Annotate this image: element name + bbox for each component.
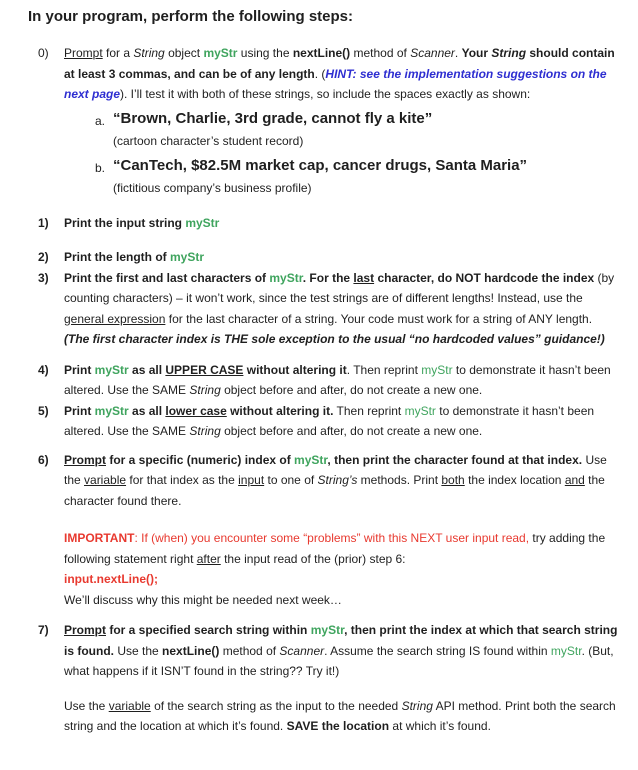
text-run: the input read of the (prior) step 6: bbox=[220, 551, 406, 566]
text-run: as all bbox=[128, 362, 166, 377]
text-run: for the last character of a string. Your code must work for a string of ANY length. bbox=[165, 311, 596, 326]
mystr-variable: myStr bbox=[310, 623, 345, 637]
text-run: to demonstrate it hasn’t been altered. Use the SAME bbox=[64, 403, 598, 438]
step-6 bbox=[38, 450, 618, 512]
text-run: String bbox=[189, 383, 221, 397]
text-run: should contain at least 3 commas, and can be of any length bbox=[64, 46, 619, 81]
nextline-method: nextLine() bbox=[162, 643, 220, 658]
text-run: : If (when) you encounter some “problems” with this NEXT user input read, bbox=[134, 531, 530, 545]
text-run: String bbox=[133, 46, 165, 60]
text-run: Print the length of bbox=[64, 250, 170, 264]
text-run: after bbox=[196, 551, 221, 566]
text-run: both bbox=[441, 473, 465, 487]
text-run: Print the input string bbox=[64, 215, 186, 230]
step-text bbox=[64, 43, 618, 105]
step-0 bbox=[38, 43, 618, 105]
test-string-a bbox=[95, 107, 618, 132]
test-string-b bbox=[95, 154, 618, 179]
text-run: String bbox=[491, 46, 527, 60]
text-run: We’ll discuss why this might be needed next week… bbox=[64, 592, 342, 607]
step-4 bbox=[38, 360, 618, 401]
text-run: for a specific (numeric) index of bbox=[106, 452, 295, 467]
step-number: 5) bbox=[38, 403, 49, 418]
step-text bbox=[64, 401, 618, 442]
text-run: Print bbox=[64, 362, 95, 377]
code-statement-line bbox=[64, 569, 618, 590]
page-title bbox=[28, 7, 618, 26]
mystr-variable: myStr bbox=[550, 643, 582, 658]
text-run: last bbox=[353, 270, 375, 285]
text-run: String bbox=[401, 698, 433, 713]
text-run: try adding the following statement right bbox=[64, 531, 609, 566]
text-run: . Assume the search string IS found within bbox=[324, 643, 551, 658]
mystr-variable: myStr bbox=[421, 362, 453, 377]
followup-note bbox=[64, 590, 618, 611]
text-run: for a specified search string within bbox=[106, 623, 311, 637]
step-number: 6) bbox=[38, 452, 49, 467]
text-run: without altering it bbox=[243, 362, 347, 377]
text-run: Use the bbox=[64, 452, 611, 487]
test-string-b-text: “CanTech, $82.5M market cap, cancer drugs, Santa Maria” bbox=[113, 156, 528, 174]
text-run: input bbox=[238, 473, 265, 487]
text-run: method of bbox=[219, 643, 280, 658]
important-note bbox=[64, 528, 618, 569]
important-label: IMPORTANT bbox=[64, 531, 135, 545]
text-run: Use the bbox=[64, 698, 109, 713]
text-run: . bbox=[454, 46, 462, 60]
text-run: Then reprint bbox=[333, 403, 405, 418]
step-text bbox=[64, 213, 618, 234]
text-run: String bbox=[189, 424, 221, 438]
step-text bbox=[64, 268, 618, 350]
text-run: for that index as the bbox=[126, 473, 239, 487]
step-5 bbox=[38, 401, 618, 442]
text-run: character, do NOT hardcode the index bbox=[374, 270, 595, 285]
step-7 bbox=[38, 620, 621, 682]
text-run: SAVE the location bbox=[286, 719, 390, 733]
text-run: without altering it. bbox=[226, 403, 334, 418]
step-text bbox=[64, 247, 618, 268]
text-run: Scanner bbox=[279, 643, 325, 658]
text-run: variable bbox=[84, 473, 127, 487]
text-run: . For the bbox=[302, 270, 354, 285]
text-run: at which it’s found. bbox=[389, 719, 491, 733]
text-run: variable bbox=[108, 698, 151, 713]
text-run: to one of bbox=[264, 473, 318, 487]
text-run: object before and after, do not create a new one. bbox=[220, 383, 483, 397]
text-run: API method. Print both the search string and the location at which it’s found. bbox=[64, 698, 620, 733]
text-run: String’s bbox=[317, 473, 358, 487]
text-run: the character found there. bbox=[64, 473, 609, 508]
text-run: as all bbox=[128, 403, 166, 418]
text-run: method of bbox=[350, 46, 411, 60]
text-run: to demonstrate it hasn’t been altered. Use the SAME bbox=[64, 362, 615, 397]
step-3 bbox=[38, 268, 618, 350]
text-run: ). I’ll test it with both of these strings, so include the spaces exactly as shown: bbox=[120, 87, 531, 101]
text-run: of the search string as the input to the needed bbox=[150, 698, 402, 713]
test-string-a-text: “Brown, Charlie, 3rd grade, cannot fly a kite” bbox=[113, 109, 433, 127]
text-run: UPPER CASE bbox=[165, 362, 244, 377]
text-run: and bbox=[564, 473, 585, 487]
text-run: . (But, what happens if it ISN’T found in the string?? Try it!) bbox=[64, 643, 617, 678]
text-run: Prompt bbox=[64, 46, 103, 60]
text-run: In your program, perform the following steps: bbox=[28, 8, 354, 25]
mystr-variable: myStr bbox=[170, 250, 205, 264]
text-run: Use the bbox=[114, 643, 163, 658]
text-run: the index location bbox=[464, 473, 565, 487]
text-run: Scanner bbox=[410, 46, 455, 60]
step-number: 7) bbox=[38, 623, 49, 637]
text-run: lower case bbox=[165, 403, 227, 418]
step-text bbox=[64, 450, 618, 512]
mystr-variable: myStr bbox=[203, 46, 238, 60]
mystr-variable: myStr bbox=[269, 270, 303, 285]
mystr-variable: myStr bbox=[94, 403, 129, 418]
mystr-variable: myStr bbox=[94, 362, 129, 377]
code-statement: input.nextLine(); bbox=[64, 572, 158, 586]
text-run: methods. Print bbox=[357, 473, 442, 487]
text-run: (fictitious company’s business profile) bbox=[113, 181, 312, 195]
text-run: Prompt bbox=[64, 452, 106, 467]
step-number: 3) bbox=[38, 270, 49, 285]
step-number: 1) bbox=[38, 215, 49, 230]
step-text bbox=[64, 360, 618, 401]
text-run: Print bbox=[64, 403, 95, 418]
text-run: Prompt bbox=[64, 623, 106, 637]
text-run: , then print the index at which that search string is found. bbox=[64, 623, 621, 658]
text-run: object bbox=[164, 46, 204, 60]
step-text bbox=[64, 620, 621, 682]
text-run: , then print the character found at that index. bbox=[327, 452, 583, 467]
step-text bbox=[113, 154, 527, 179]
step-number: 2) bbox=[38, 250, 49, 264]
test-string-a-caption bbox=[113, 131, 618, 152]
text-run: (cartoon character’s student record) bbox=[113, 134, 304, 148]
text-run: Your bbox=[461, 46, 492, 60]
mystr-variable: myStr bbox=[404, 403, 436, 418]
step-2 bbox=[38, 247, 618, 268]
text-run: (The first character index is THE sole exception to the usual “no hardcoded values” guidance!) bbox=[64, 332, 605, 346]
step-number: 0) bbox=[38, 46, 49, 60]
text-run: (by counting characters) – it won’t work, since the test strings are of different lengths! Instead, use the bbox=[64, 270, 618, 305]
text-run: . ( bbox=[314, 66, 326, 81]
list-marker: a. bbox=[95, 113, 106, 128]
text-run: object before and after, do not create a new one. bbox=[220, 424, 483, 438]
hint-note: HINT: see the implementation suggestions on the next page bbox=[64, 66, 610, 101]
save-location-note bbox=[64, 696, 618, 737]
test-string-b-caption bbox=[113, 178, 618, 199]
mystr-variable: myStr bbox=[185, 215, 220, 230]
text-run: for a bbox=[102, 46, 134, 60]
step-text bbox=[113, 107, 432, 132]
document-body bbox=[28, 7, 621, 737]
step-number: 4) bbox=[38, 362, 49, 377]
list-marker: b. bbox=[95, 160, 106, 175]
text-run: using the bbox=[237, 46, 293, 60]
step-1 bbox=[38, 213, 618, 234]
text-run: . Then reprint bbox=[346, 362, 422, 377]
mystr-variable: myStr bbox=[294, 452, 328, 467]
nextline-method: nextLine() bbox=[292, 46, 351, 60]
text-run: Print the first and last characters of bbox=[64, 270, 270, 285]
text-run: general expression bbox=[64, 311, 166, 326]
